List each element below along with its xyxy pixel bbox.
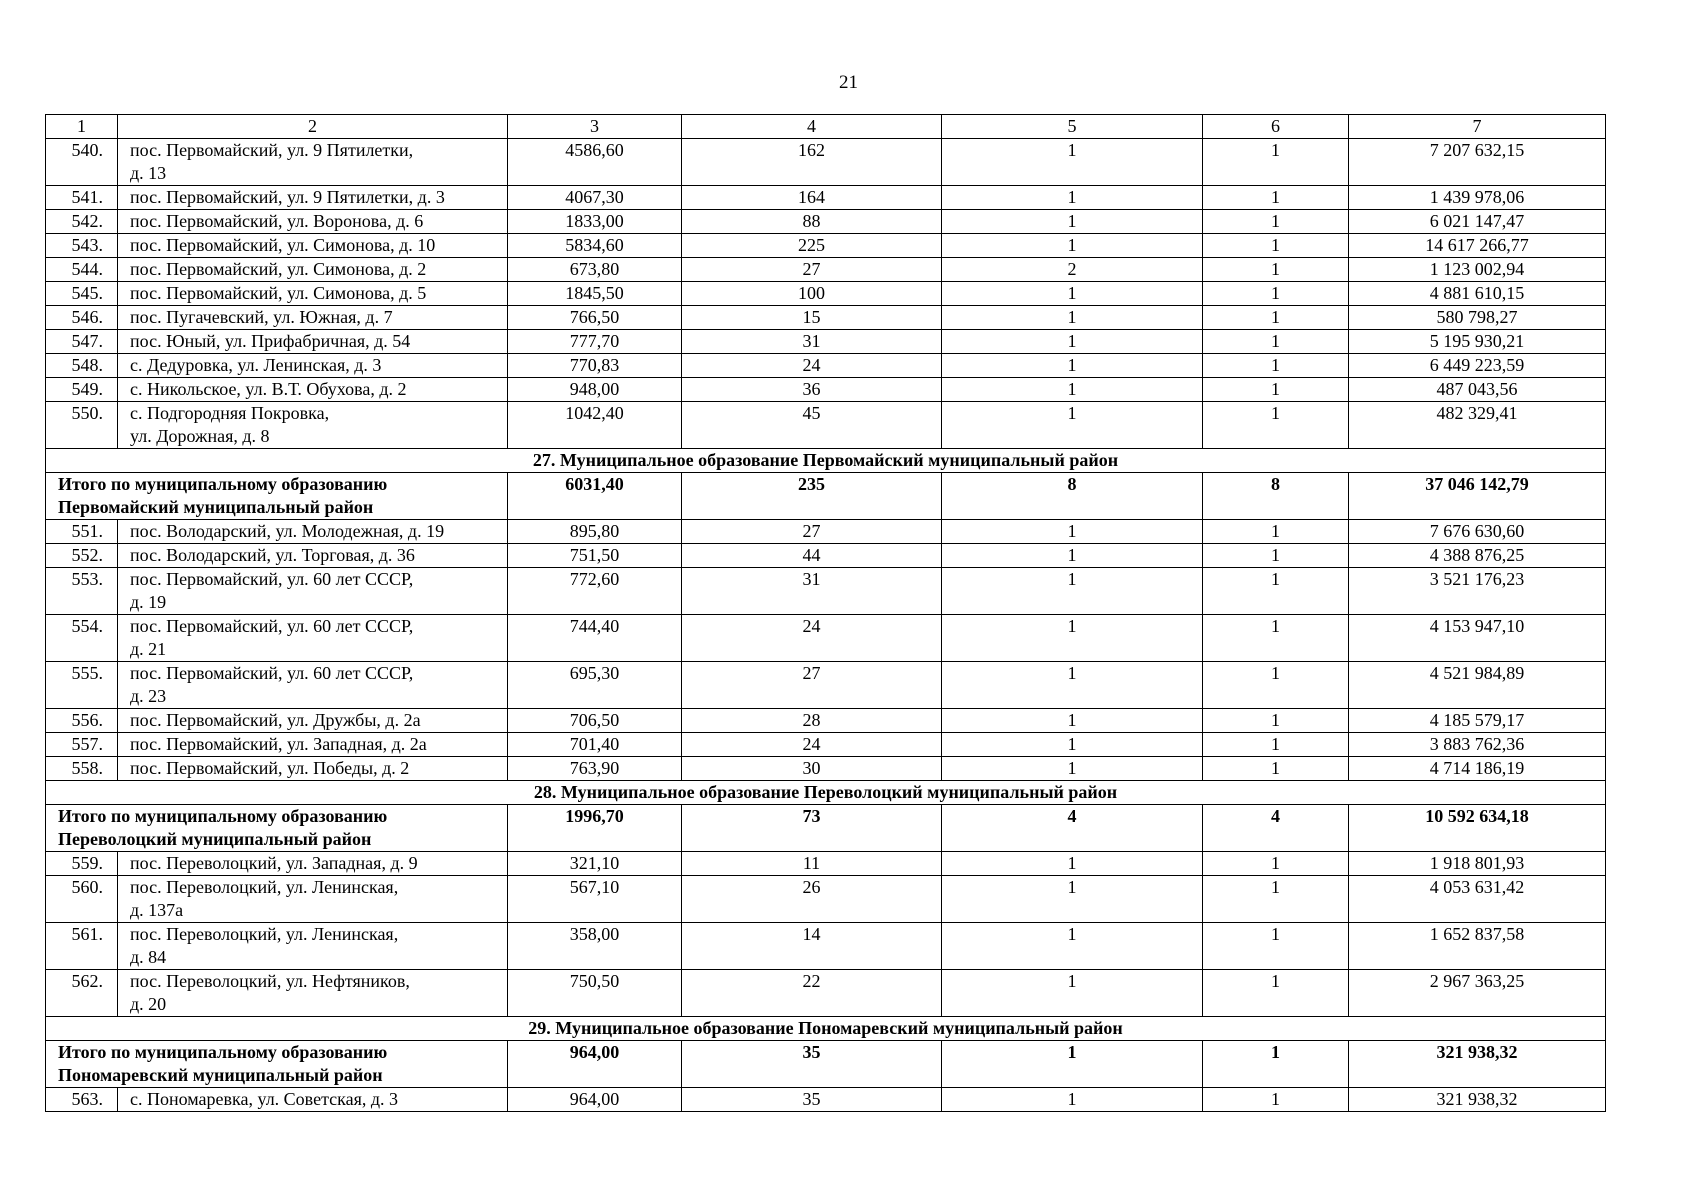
subtotal-label: Итого по муниципальному образованию Первомайский муниципальный район	[46, 473, 508, 520]
col-6-value: 1	[1203, 757, 1349, 781]
col-6-value: 1	[1203, 282, 1349, 306]
total-area: 4067,30	[508, 186, 682, 210]
total-area: 777,70	[508, 330, 682, 354]
col-5-value: 1	[942, 520, 1203, 544]
address: с. Никольское, ул. В.Т. Обухова, д. 2	[118, 378, 508, 402]
address: пос. Володарский, ул. Молодежная, д. 19	[118, 520, 508, 544]
total-area: 1833,00	[508, 210, 682, 234]
address: пос. Первомайский, ул. Воронова, д. 6	[118, 210, 508, 234]
col-5-value: 1	[942, 615, 1203, 662]
subtotal-cost-value: 321 938,32	[1349, 1041, 1606, 1088]
column-header-2: 2	[118, 115, 508, 139]
total-area: 772,60	[508, 568, 682, 615]
row-number: 560.	[46, 876, 118, 923]
table-row	[46, 876, 1606, 923]
cost-value: 4 714 186,19	[1349, 757, 1606, 781]
cost-value: 3 883 762,36	[1349, 733, 1606, 757]
subtotal-total-area: 964,00	[508, 1041, 682, 1088]
total-area: 1845,50	[508, 282, 682, 306]
row-number: 563.	[46, 1088, 118, 1112]
col-5-value: 1	[942, 210, 1203, 234]
row-number: 547.	[46, 330, 118, 354]
residents-count: 35	[682, 1088, 942, 1112]
column-header-3: 3	[508, 115, 682, 139]
table-body	[46, 115, 1606, 1112]
cost-value: 5 195 930,21	[1349, 330, 1606, 354]
total-area: 948,00	[508, 378, 682, 402]
row-number: 558.	[46, 757, 118, 781]
table-row	[46, 970, 1606, 1017]
subtotal-col-5-value: 4	[942, 805, 1203, 852]
total-area: 4586,60	[508, 139, 682, 186]
total-area: 744,40	[508, 615, 682, 662]
page-number: 21	[839, 72, 858, 93]
address: пос. Первомайский, ул. 9 Пятилетки, д. 3	[118, 186, 508, 210]
section-heading: 28. Муниципальное образование Переволоцкий муниципальный район	[46, 781, 1606, 805]
total-area: 895,80	[508, 520, 682, 544]
residents-count: 225	[682, 234, 942, 258]
address: пос. Переволоцкий, ул. Ленинская, д. 84	[118, 923, 508, 970]
residents-count: 24	[682, 733, 942, 757]
cost-value: 14 617 266,77	[1349, 234, 1606, 258]
col-5-value: 1	[942, 139, 1203, 186]
column-header-6: 6	[1203, 115, 1349, 139]
address: пос. Первомайский, ул. Победы, д. 2	[118, 757, 508, 781]
total-area: 706,50	[508, 709, 682, 733]
row-number: 541.	[46, 186, 118, 210]
col-5-value: 1	[942, 234, 1203, 258]
col-6-value: 1	[1203, 520, 1349, 544]
residents-count: 26	[682, 876, 942, 923]
table-row	[46, 402, 1606, 449]
col-6-value: 1	[1203, 234, 1349, 258]
subtotal-row	[46, 805, 1606, 852]
subtotal-row	[46, 1041, 1606, 1088]
address: пос. Первомайский, ул. 60 лет СССР, д. 19	[118, 568, 508, 615]
cost-value: 3 521 176,23	[1349, 568, 1606, 615]
col-5-value: 1	[942, 1088, 1203, 1112]
subtotal-residents-count: 35	[682, 1041, 942, 1088]
residents-count: 31	[682, 568, 942, 615]
total-area: 695,30	[508, 662, 682, 709]
table-row	[46, 306, 1606, 330]
table-row	[46, 210, 1606, 234]
column-header-7: 7	[1349, 115, 1606, 139]
subtotal-col-5-value: 8	[942, 473, 1203, 520]
subtotal-label: Итого по муниципальному образованию Переволоцкий муниципальный район	[46, 805, 508, 852]
subtotal-col-6-value: 4	[1203, 805, 1349, 852]
section-heading: 29. Муниципальное образование Пономаревский муниципальный район	[46, 1017, 1606, 1041]
table-row	[46, 615, 1606, 662]
cost-value: 321 938,32	[1349, 1088, 1606, 1112]
col-6-value: 1	[1203, 186, 1349, 210]
address: с. Подгородняя Покровка, ул. Дорожная, д. 8	[118, 402, 508, 449]
column-number-header-row	[46, 115, 1606, 139]
row-number: 548.	[46, 354, 118, 378]
row-number: 562.	[46, 970, 118, 1017]
residents-count: 45	[682, 402, 942, 449]
address: с. Дедуровка, ул. Ленинская, д. 3	[118, 354, 508, 378]
table-row	[46, 544, 1606, 568]
subtotal-label: Итого по муниципальному образованию Пономаревский муниципальный район	[46, 1041, 508, 1088]
row-number: 559.	[46, 852, 118, 876]
address: пос. Первомайский, ул. 9 Пятилетки, д. 13	[118, 139, 508, 186]
table-row	[46, 568, 1606, 615]
cost-value: 1 123 002,94	[1349, 258, 1606, 282]
cost-value: 482 329,41	[1349, 402, 1606, 449]
address: пос. Переволоцкий, ул. Западная, д. 9	[118, 852, 508, 876]
col-5-value: 1	[942, 852, 1203, 876]
cost-value: 6 021 147,47	[1349, 210, 1606, 234]
col-6-value: 1	[1203, 568, 1349, 615]
cost-value: 580 798,27	[1349, 306, 1606, 330]
address: пос. Первомайский, ул. Дружбы, д. 2а	[118, 709, 508, 733]
col-5-value: 1	[942, 544, 1203, 568]
row-number: 553.	[46, 568, 118, 615]
col-6-value: 1	[1203, 210, 1349, 234]
col-5-value: 1	[942, 662, 1203, 709]
table-row	[46, 1088, 1606, 1112]
col-6-value: 1	[1203, 258, 1349, 282]
col-6-value: 1	[1203, 852, 1349, 876]
address: пос. Первомайский, ул. 60 лет СССР, д. 21	[118, 615, 508, 662]
total-area: 358,00	[508, 923, 682, 970]
cost-value: 1 439 978,06	[1349, 186, 1606, 210]
col-5-value: 1	[942, 306, 1203, 330]
table-row	[46, 330, 1606, 354]
residents-count: 14	[682, 923, 942, 970]
col-6-value: 1	[1203, 306, 1349, 330]
column-header-4: 4	[682, 115, 942, 139]
subtotal-col-6-value: 1	[1203, 1041, 1349, 1088]
cost-value: 7 207 632,15	[1349, 139, 1606, 186]
col-5-value: 1	[942, 354, 1203, 378]
total-area: 751,50	[508, 544, 682, 568]
col-6-value: 1	[1203, 354, 1349, 378]
address: пос. Первомайский, ул. 60 лет СССР, д. 23	[118, 662, 508, 709]
total-area: 964,00	[508, 1088, 682, 1112]
subtotal-total-area: 6031,40	[508, 473, 682, 520]
total-area: 321,10	[508, 852, 682, 876]
col-6-value: 1	[1203, 733, 1349, 757]
table-row	[46, 234, 1606, 258]
cost-value: 4 053 631,42	[1349, 876, 1606, 923]
residents-count: 44	[682, 544, 942, 568]
subtotal-cost-value: 37 046 142,79	[1349, 473, 1606, 520]
residents-count: 27	[682, 662, 942, 709]
total-area: 766,50	[508, 306, 682, 330]
table-row	[46, 378, 1606, 402]
address: с. Пономаревка, ул. Советская, д. 3	[118, 1088, 508, 1112]
col-6-value: 1	[1203, 615, 1349, 662]
residents-count: 164	[682, 186, 942, 210]
address: пос. Первомайский, ул. Симонова, д. 2	[118, 258, 508, 282]
cost-value: 1 652 837,58	[1349, 923, 1606, 970]
residents-count: 15	[682, 306, 942, 330]
cost-value: 4 153 947,10	[1349, 615, 1606, 662]
residents-count: 88	[682, 210, 942, 234]
table-row	[46, 282, 1606, 306]
total-area: 567,10	[508, 876, 682, 923]
col-5-value: 1	[942, 757, 1203, 781]
row-number: 554.	[46, 615, 118, 662]
col-5-value: 2	[942, 258, 1203, 282]
total-area: 770,83	[508, 354, 682, 378]
residents-count: 24	[682, 615, 942, 662]
cost-value: 4 388 876,25	[1349, 544, 1606, 568]
row-number: 543.	[46, 234, 118, 258]
residents-count: 30	[682, 757, 942, 781]
col-6-value: 1	[1203, 378, 1349, 402]
residents-count: 162	[682, 139, 942, 186]
row-number: 544.	[46, 258, 118, 282]
residents-count: 11	[682, 852, 942, 876]
address: пос. Пугачевский, ул. Южная, д. 7	[118, 306, 508, 330]
col-6-value: 1	[1203, 544, 1349, 568]
subtotal-col-6-value: 8	[1203, 473, 1349, 520]
residents-count: 27	[682, 258, 942, 282]
col-5-value: 1	[942, 378, 1203, 402]
col-6-value: 1	[1203, 709, 1349, 733]
table-row	[46, 520, 1606, 544]
col-5-value: 1	[942, 923, 1203, 970]
col-5-value: 1	[942, 709, 1203, 733]
cost-value: 4 185 579,17	[1349, 709, 1606, 733]
section-heading-row	[46, 781, 1606, 805]
col-6-value: 1	[1203, 970, 1349, 1017]
section-heading-row	[46, 449, 1606, 473]
table-row	[46, 139, 1606, 186]
row-number: 546.	[46, 306, 118, 330]
row-number: 542.	[46, 210, 118, 234]
col-5-value: 1	[942, 970, 1203, 1017]
col-5-value: 1	[942, 402, 1203, 449]
col-6-value: 1	[1203, 876, 1349, 923]
table-row	[46, 852, 1606, 876]
col-5-value: 1	[942, 186, 1203, 210]
cost-value: 487 043,56	[1349, 378, 1606, 402]
col-5-value: 1	[942, 733, 1203, 757]
total-area: 5834,60	[508, 234, 682, 258]
col-6-value: 1	[1203, 139, 1349, 186]
row-number: 550.	[46, 402, 118, 449]
residents-count: 36	[682, 378, 942, 402]
col-6-value: 1	[1203, 662, 1349, 709]
address: пос. Юный, ул. Прифабричная, д. 54	[118, 330, 508, 354]
col-6-value: 1	[1203, 923, 1349, 970]
table-row	[46, 662, 1606, 709]
table-row	[46, 733, 1606, 757]
address: пос. Переволоцкий, ул. Ленинская, д. 137а	[118, 876, 508, 923]
residents-count: 28	[682, 709, 942, 733]
col-6-value: 1	[1203, 402, 1349, 449]
address: пос. Первомайский, ул. Западная, д. 2а	[118, 733, 508, 757]
row-number: 545.	[46, 282, 118, 306]
table-row	[46, 186, 1606, 210]
section-heading-row	[46, 1017, 1606, 1041]
row-number: 557.	[46, 733, 118, 757]
col-6-value: 1	[1203, 1088, 1349, 1112]
total-area: 763,90	[508, 757, 682, 781]
col-5-value: 1	[942, 282, 1203, 306]
subtotal-residents-count: 73	[682, 805, 942, 852]
row-number: 551.	[46, 520, 118, 544]
residents-count: 22	[682, 970, 942, 1017]
total-area: 701,40	[508, 733, 682, 757]
cost-value: 6 449 223,59	[1349, 354, 1606, 378]
total-area: 1042,40	[508, 402, 682, 449]
residents-count: 24	[682, 354, 942, 378]
table-row	[46, 923, 1606, 970]
cost-value: 2 967 363,25	[1349, 970, 1606, 1017]
col-5-value: 1	[942, 568, 1203, 615]
row-number: 540.	[46, 139, 118, 186]
subtotal-cost-value: 10 592 634,18	[1349, 805, 1606, 852]
residents-count: 31	[682, 330, 942, 354]
subtotal-col-5-value: 1	[942, 1041, 1203, 1088]
col-5-value: 1	[942, 876, 1203, 923]
residents-count: 100	[682, 282, 942, 306]
row-number: 555.	[46, 662, 118, 709]
row-number: 549.	[46, 378, 118, 402]
column-header-5: 5	[942, 115, 1203, 139]
subtotal-row	[46, 473, 1606, 520]
address: пос. Первомайский, ул. Симонова, д. 5	[118, 282, 508, 306]
col-6-value: 1	[1203, 330, 1349, 354]
row-number: 561.	[46, 923, 118, 970]
subtotal-residents-count: 235	[682, 473, 942, 520]
table-row	[46, 757, 1606, 781]
col-5-value: 1	[942, 330, 1203, 354]
address: пос. Первомайский, ул. Симонова, д. 10	[118, 234, 508, 258]
residents-count: 27	[682, 520, 942, 544]
cost-value: 1 918 801,93	[1349, 852, 1606, 876]
cost-value: 4 521 984,89	[1349, 662, 1606, 709]
row-number: 556.	[46, 709, 118, 733]
address: пос. Володарский, ул. Торговая, д. 36	[118, 544, 508, 568]
subtotal-total-area: 1996,70	[508, 805, 682, 852]
table-row	[46, 709, 1606, 733]
housing-register-table	[45, 114, 1606, 1112]
total-area: 750,50	[508, 970, 682, 1017]
table-row	[46, 354, 1606, 378]
cost-value: 4 881 610,15	[1349, 282, 1606, 306]
table-row	[46, 258, 1606, 282]
row-number: 552.	[46, 544, 118, 568]
address: пос. Переволоцкий, ул. Нефтяников, д. 20	[118, 970, 508, 1017]
column-header-1: 1	[46, 115, 118, 139]
cost-value: 7 676 630,60	[1349, 520, 1606, 544]
total-area: 673,80	[508, 258, 682, 282]
section-heading: 27. Муниципальное образование Первомайский муниципальный район	[46, 449, 1606, 473]
